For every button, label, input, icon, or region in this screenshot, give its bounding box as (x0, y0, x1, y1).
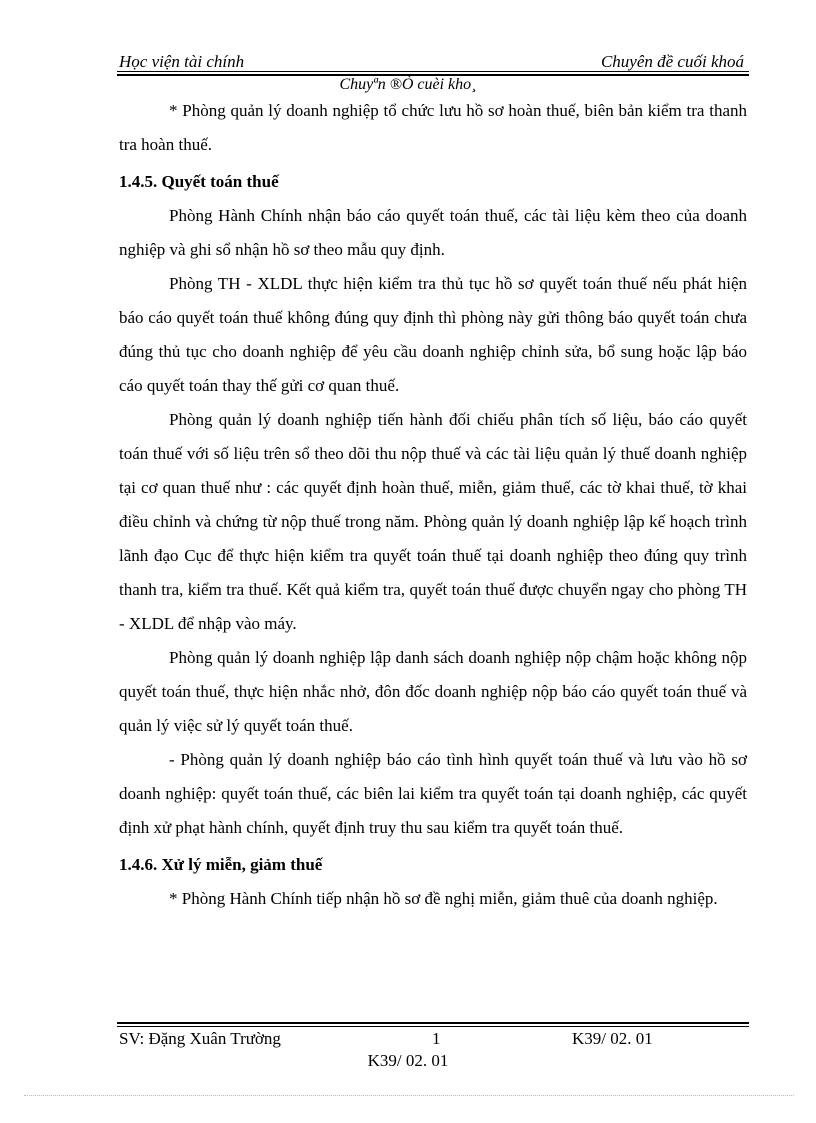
paragraph-2: Phòng Hành Chính nhận báo cáo quyết toán thuế, các tài liệu kèm theo của doanh nghiệp và ghi sổ nhận hồ sơ theo mẫu quy định. (119, 206, 747, 259)
paragraph-7: * Phòng Hành Chính tiếp nhận hồ sơ đề nghị miễn, giảm thuê của doanh nghiệp. (169, 889, 718, 908)
footer-class-center: K39/ 02. 01 (367, 1051, 449, 1070)
paragraph-4: Phòng quản lý doanh nghiệp tiến hành đối chiếu phân tích số liệu, báo cáo quyết toán thuế với số liệu trên sổ theo dõi thu nộp thuế và các tài liệu quản lý thuế doanh nghiệp tại cơ quan thuế như : các quyết định hoàn thuế, miễn, giảm thuế, các tờ khai thuế, tờ khai điều chỉnh và chứng từ nộp thuế trong năm. Phòng quản lý doanh nghiệp lập kế hoạch trình lãnh đạo Cục để thực hiện kiểm tra quyết toán thuế tại doanh nghiệp theo đúng quy trình thanh tra, kiểm tra thuế. Kết quả kiểm tra, quyết toán thuế được chuyển ngay cho phòng TH - XLDL để nhập vào máy. (119, 410, 747, 633)
header-topic: Chuyên đề cuối khoá (600, 52, 744, 71)
paragraph-1: * Phòng quản lý doanh nghiệp tổ chức lưu hồ sơ hoàn thuế, biên bản kiểm tra thanh tra hoàn thuế. (119, 101, 747, 154)
page-number: 1 (432, 1029, 441, 1048)
header-school: Học viện tài chính (119, 52, 245, 71)
page-edge-divider (24, 1095, 794, 1096)
section-heading-145: 1.4.5. Quyết toán thuế (119, 172, 279, 191)
paragraph-3: Phòng TH - XLDL thực hiện kiểm tra thủ tục hồ sơ quyết toán thuế nếu phát hiện báo cáo quyết toán thuế không đúng quy định thì phòng này gửi thông báo quyết toán chưa đúng thủ tục cho doanh nghiệp để yêu cầu doanh nghiệp chỉnh sửa, bổ sung hoặc lập báo cáo quyết toán thay thế gửi cơ quan thuế. (119, 274, 747, 395)
paragraph-5: Phòng quản lý doanh nghiệp lập danh sách doanh nghiệp nộp chậm hoặc không nộp quyết toán thuế, thực hiện nhắc nhở, đôn đốc doanh nghiệp nộp báo cáo quyết toán thuế và quản lý việc sử lý quyết toán thuế. (119, 648, 747, 735)
header-subtitle: Chuyªn ®Ò cuèi kho¸ (339, 76, 477, 93)
section-heading-146: 1.4.6. Xử lý miễn, giảm thuế (119, 855, 323, 874)
footer-student: SV: Đặng Xuân Trường (119, 1029, 281, 1048)
page-body (119, 94, 747, 916)
paragraph-6: - Phòng quản lý doanh nghiệp báo cáo tình hình quyết toán thuế và lưu vào hồ sơ doanh nghiệp: quyết toán thuế, các biên lai kiểm tra quyết toán tại doanh nghiệp, các quyết định xử phạt hành chính, quyết định truy thu sau kiểm tra quyết toán thuế. (119, 750, 747, 837)
footer-class: K39/ 02. 01 (572, 1029, 653, 1048)
footer-divider (117, 1022, 749, 1027)
